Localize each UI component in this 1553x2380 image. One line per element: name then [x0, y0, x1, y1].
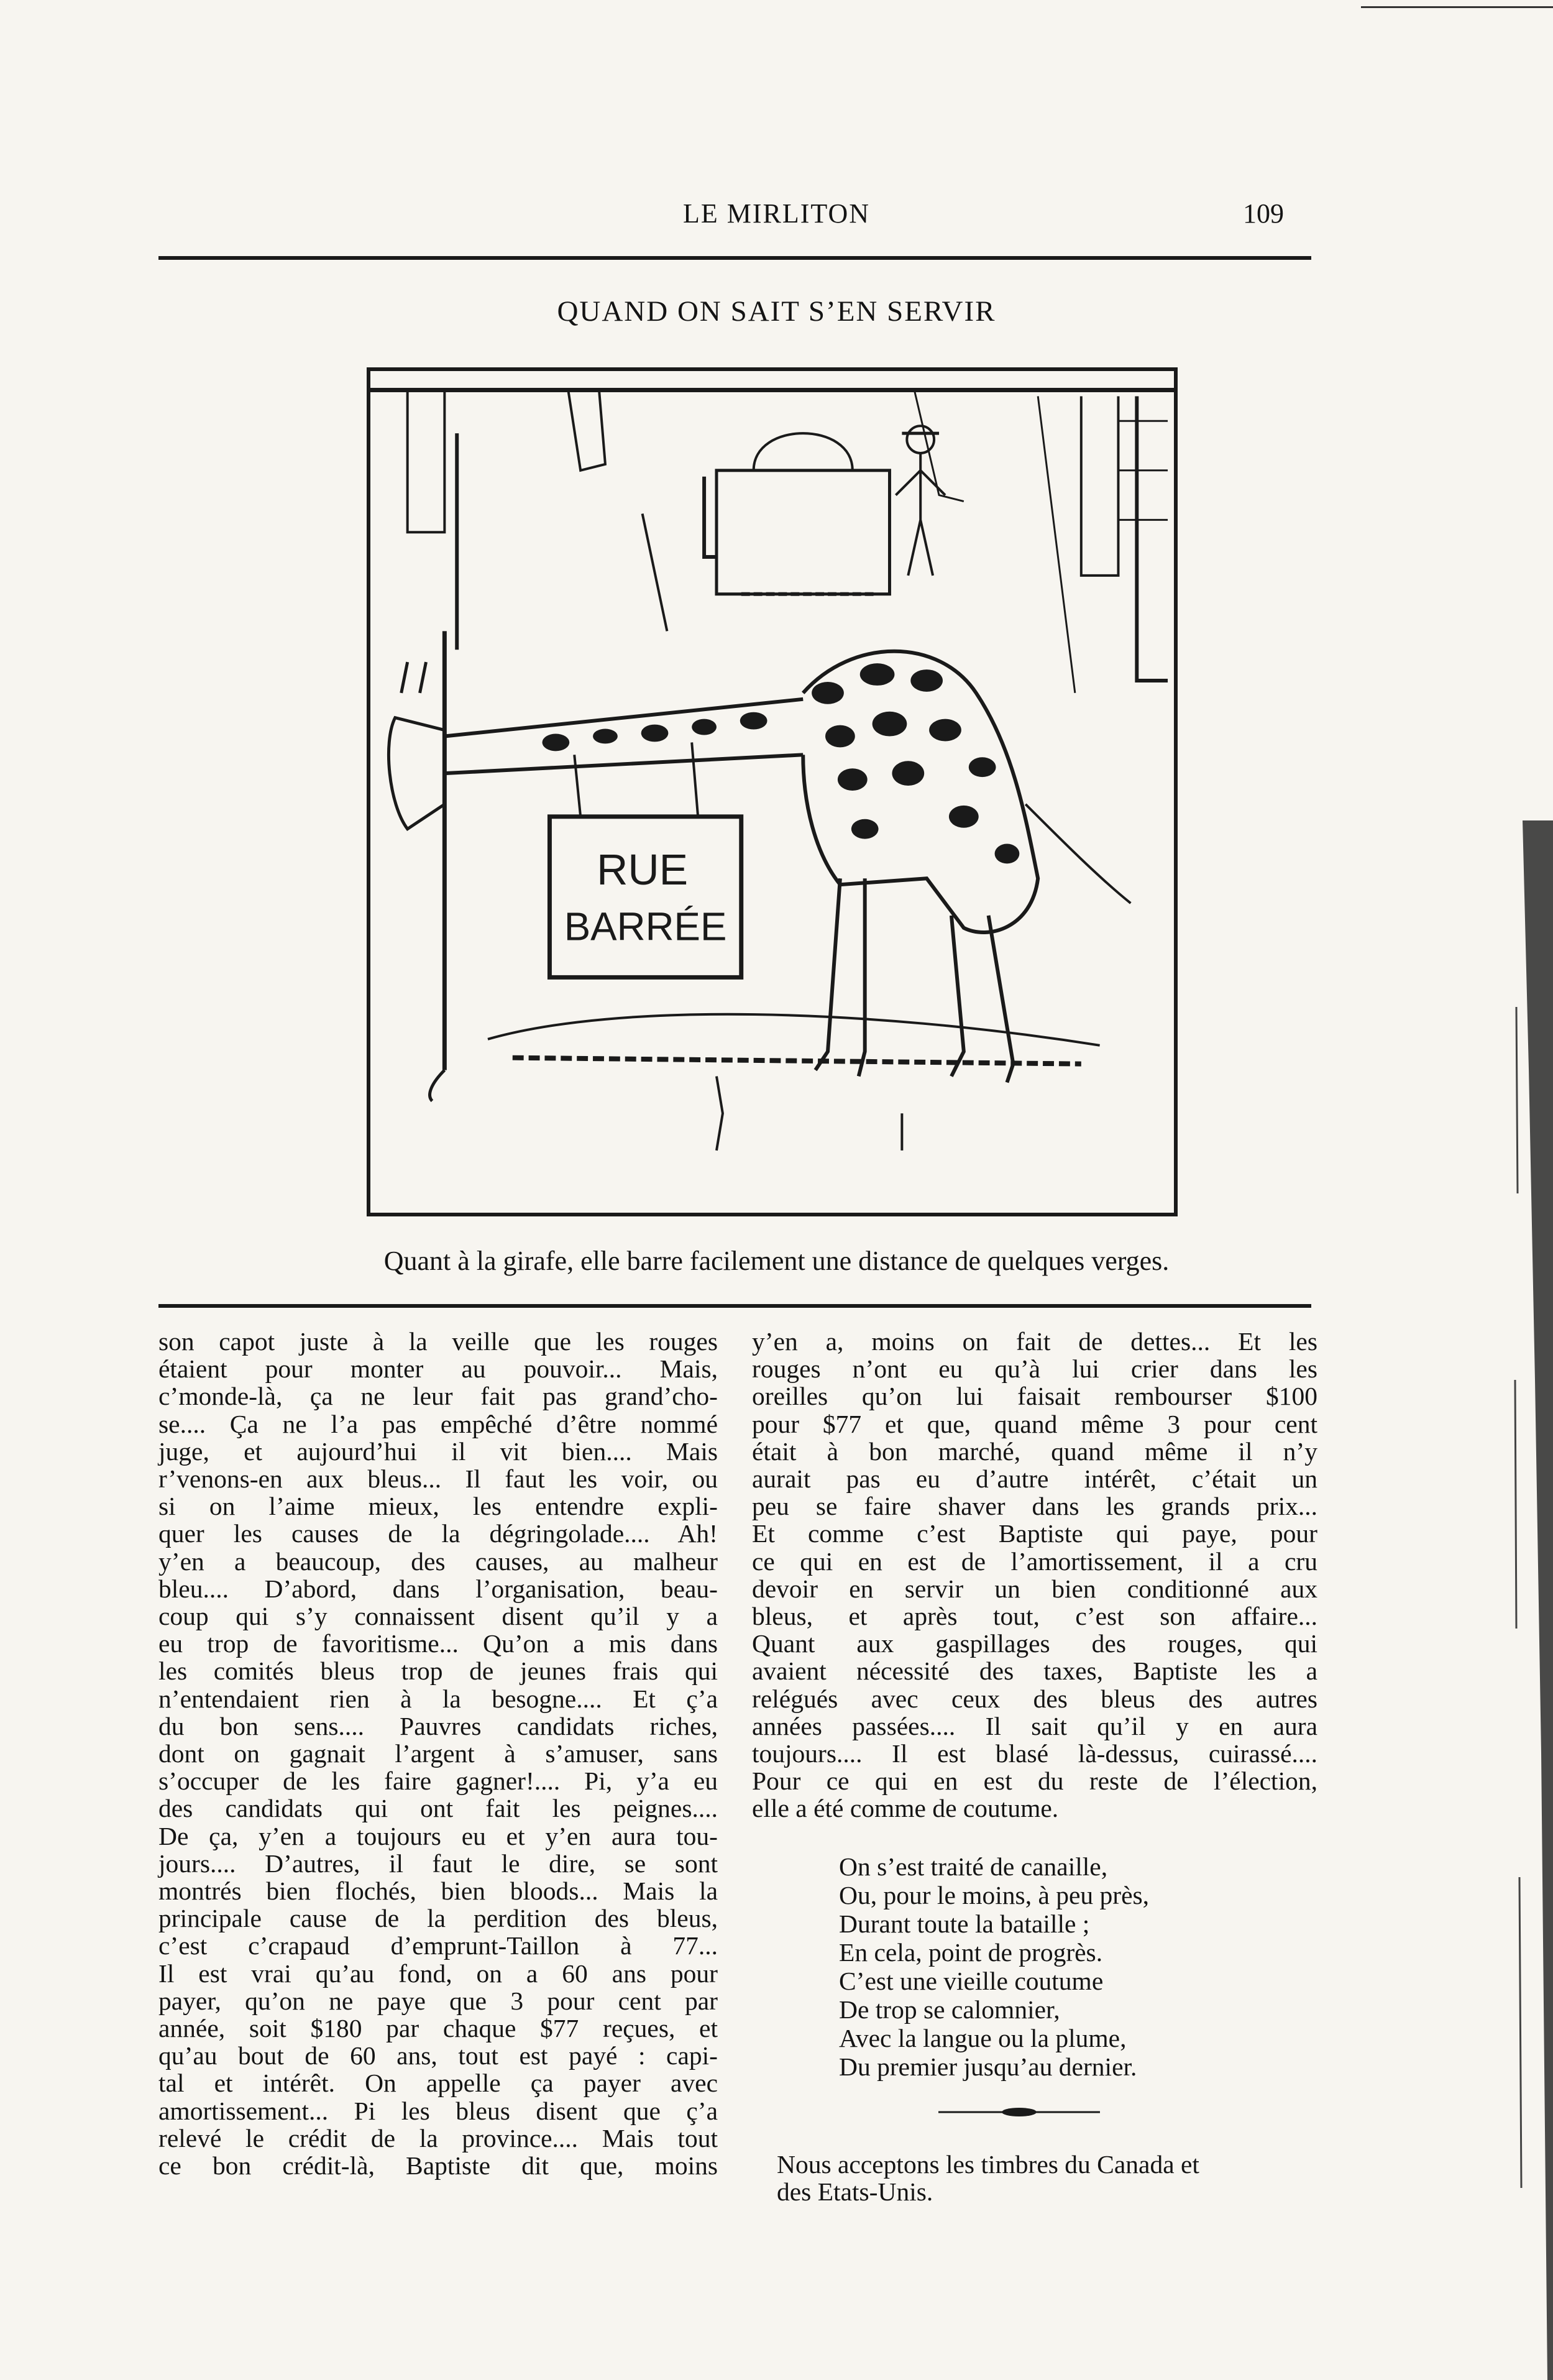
text-line: peu se faire shaver dans les grands prix...: [752, 1492, 1317, 1521]
sign-line-1: RUE: [597, 845, 689, 894]
text-line: payer, qu’on ne paye que 3 pour cent par: [158, 1986, 718, 2015]
verse-line: Du premier jusqu’au dernier.: [839, 2052, 1137, 2081]
notice-line: Nous acceptons les timbres du Canada et: [777, 2150, 1199, 2179]
text-line: oreilles qu’on lui faisait rembourser $100: [752, 1382, 1317, 1411]
text-line: De ça, y’en a toujours eu et y’en aura tou-: [158, 1821, 718, 1850]
text-line: relégués avec ceux des bleus des autres: [752, 1684, 1317, 1713]
text-line: s’occuper de les faire gagner!.... Pi, y’a eu: [158, 1767, 718, 1796]
header-rule: [158, 256, 1311, 260]
text-line: du bon sens.... Pauvres candidats riches,: [158, 1711, 718, 1740]
text-line: dont on gagnait l’argent à s’amuser, sans: [158, 1739, 718, 1768]
caption-rule: [158, 1304, 1311, 1308]
ornament-divider: [938, 2106, 1100, 2118]
text-line: se.... Ça ne l’a pas empêché d’être nommé: [158, 1409, 718, 1438]
text-line: tal et intérêt. On appelle ça payer avec: [158, 2069, 718, 2098]
text-line: c’est c’crapaud d’emprunt-Taillon à 77...: [158, 1931, 718, 1960]
running-title: LE MIRLITON: [682, 198, 871, 229]
text-line: Et comme c’est Baptiste qui paye, pour: [752, 1519, 1317, 1548]
text-line: r’venons-en aux bleus... Il faut les voir, ou: [158, 1464, 718, 1494]
text-line: relevé le crédit de la province.... Mais tout: [158, 2123, 718, 2153]
text-line: si on l’aime mieux, les entendre expli-: [158, 1492, 718, 1521]
verse-line: On s’est traité de canaille,: [839, 1852, 1108, 1881]
text-line: juge, et aujourd’hui il vit bien.... Mais: [158, 1436, 718, 1466]
text-line: toujours.... Il est blasé là-dessus, cuirassé....: [752, 1739, 1317, 1768]
text-line: était à bon marché, quand même il n’y: [752, 1436, 1317, 1466]
giraffe-drawing: [370, 371, 1174, 1213]
text-line: c’monde-là, ça ne leur fait pas grand’cho-: [158, 1382, 718, 1411]
verse-line: Durant toute la bataille ;: [839, 1909, 1090, 1938]
sign-line-2: BARRÉE: [564, 904, 727, 949]
text-line: étaient pour monter au pouvoir... Mais,: [158, 1354, 718, 1384]
text-line: Quant aux gaspillages des rouges, qui: [752, 1629, 1317, 1658]
text-line: ce qui en est de l’amortissement, il a cru: [752, 1546, 1317, 1576]
verse-line: En cela, point de progrès.: [839, 1938, 1103, 1967]
scan-edge-shadow: [1498, 820, 1553, 2380]
text-line: devoir en servir un bien conditionné aux: [752, 1574, 1317, 1603]
text-line: avaient nécessité des taxes, Baptiste les a: [752, 1656, 1317, 1686]
text-line: bleu.... D’abord, dans l’organisation, beau-: [158, 1574, 718, 1603]
text-line: année, soit $180 par chaque $77 reçues, et: [158, 2014, 718, 2043]
text-line: principale cause de la perdition des bleus,: [158, 1904, 718, 1933]
page-number: 109: [1243, 198, 1284, 229]
verse-line: Ou, pour le moins, à peu près,: [839, 1881, 1150, 1909]
text-line: y’en a beaucoup, des causes, au malheur: [158, 1546, 718, 1576]
text-line: eu trop de favoritisme... Qu’on a mis dans: [158, 1629, 718, 1658]
text-line: amortissement... Pi les bleus disent que ç’a: [158, 2096, 718, 2125]
text-line: Pour ce qui en est du reste de l’élection,: [752, 1767, 1317, 1796]
text-line: quer les causes de la dégringolade.... Ah!: [158, 1519, 718, 1548]
giraffe-illustration: [367, 367, 1178, 1216]
verse-line: De trop se calomnier,: [839, 1995, 1060, 2024]
text-line: rouges n’ont eu qu’à lui crier dans les: [752, 1354, 1317, 1384]
verse-line: Avec la langue ou la plume,: [839, 2024, 1127, 2052]
text-line: pour $77 et que, quand même 3 pour cent: [752, 1409, 1317, 1438]
text-line: elle a été comme de coutume.: [752, 1794, 1059, 1823]
illustration-caption: Quant à la girafe, elle barre facilement une distance de quelques verges.: [383, 1246, 1170, 1276]
text-line: années passées.... Il sait qu’il y en aura: [752, 1711, 1317, 1740]
text-line: jours.... D’autres, il faut le dire, se sont: [158, 1849, 718, 1878]
verse-line: C’est une vieille coutume: [839, 1967, 1104, 1995]
text-line: montrés bien flochés, bien bloods... Mais la: [158, 1877, 718, 1906]
left-column: [158, 1328, 718, 2179]
scan-edge-rule: [1361, 6, 1553, 8]
text-line: y’en a, moins on fait de dettes... Et les: [752, 1327, 1317, 1356]
text-line: Il est vrai qu’au fond, on a 60 ans pour: [158, 1959, 718, 1988]
text-line: bleus, et après tout, c’est son affaire...: [752, 1602, 1317, 1631]
stamps-notice: [777, 2151, 1311, 2205]
text-line: qu’au bout de 60 ans, tout est payé : capi-: [158, 2041, 718, 2070]
text-line: les comités bleus trop de jeunes frais qui: [158, 1656, 718, 1686]
text-line: n’entendaient rien à la besogne.... Et ç’a: [158, 1684, 718, 1713]
text-line: son capot juste à la veille que les rouges: [158, 1327, 718, 1356]
notice-line: des Etats-Unis.: [777, 2177, 933, 2206]
text-line: des candidats qui ont fait les peignes....: [158, 1794, 718, 1823]
right-column: [752, 1328, 1317, 1822]
text-line: aurait pas eu d’autre intérêt, c’était un: [752, 1464, 1317, 1494]
article-title: QUAND ON SAIT S’EN SERVIR: [557, 295, 996, 328]
verse: [839, 1852, 1149, 2081]
text-line: ce bon crédit-là, Baptiste dit que, moins: [158, 2151, 718, 2180]
text-line: coup qui s’y connaissent disent qu’il y a: [158, 1602, 718, 1631]
